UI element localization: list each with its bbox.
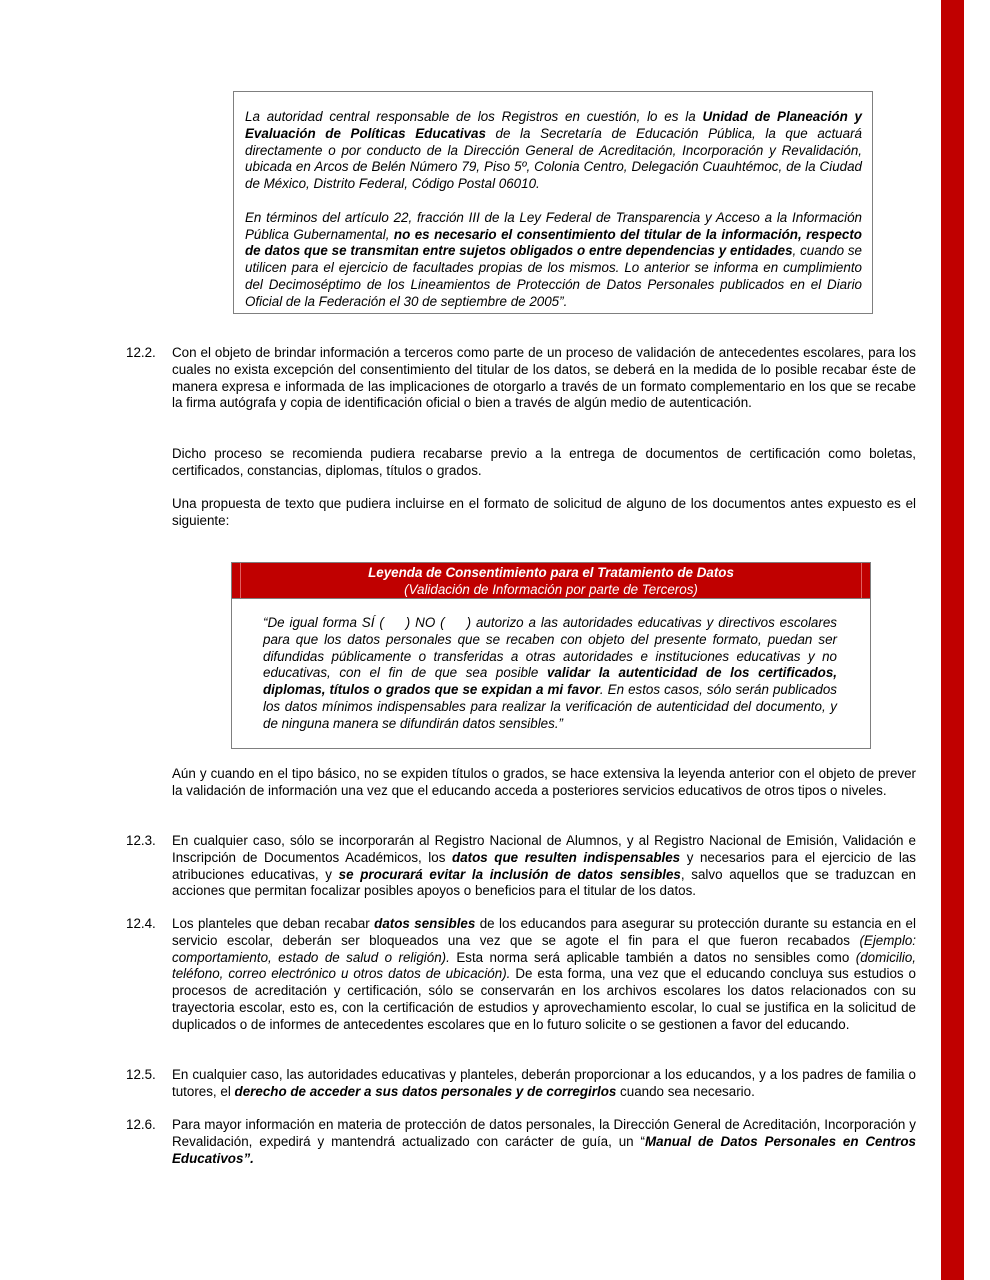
section-number: 12.4. <box>126 916 156 931</box>
section-12-6 <box>126 1117 916 1167</box>
consent-legend-subtitle: (Validación de Información por parte de Terceros) <box>404 582 698 597</box>
section-number: 12.6. <box>126 1117 156 1132</box>
section-number: 12.2. <box>126 345 156 360</box>
header-rule <box>861 563 862 598</box>
consent-legend-text: “De igual forma SÍ ( ) NO ( ) autorizo a las autoridades educativas y directivos escolares para que los datos personales que se recaben con objeto del presente formato, puedan ser difundidas públicamente o transferidas a otras autoridades e instituciones educativas y no educativas, con el fin de que sea posible validar la autenticidad de los certificados, diplomas, títulos o grados que se expidan a mi favor. En estos casos, sólo serán publicados los datos mínimos indispensables para realizar la verificación de autenticidad del documento, y de ninguna manera se difundirán datos sensibles.” <box>263 615 837 731</box>
paragraph-proposed-text: Una propuesta de texto que pudiera incluirse en el formato de solicitud de alguno de los documentos antes expuesto es el siguiente: <box>172 496 916 528</box>
paragraph-after-legend: Aún y cuando en el tipo básico, no se expiden títulos o grados, se hace extensiva la leyenda anterior con el objeto de prever la validación de información una vez que el educando acceda a posteriores servicios educativos de otros tipos o niveles. <box>172 766 916 798</box>
section-number: 12.5. <box>126 1067 156 1082</box>
notice-paragraph-1: La autoridad central responsable de los Registros en cuestión, lo es la Unidad de Planeación y Evaluación de Políticas Educativas de la Secretaría de Educación Pública, la que actuará directamente o por conducto de la Dirección General de Acreditación, Incorporación y Revalidación, ubicada en Arcos de Belén Número 79, Piso 5º, Colonia Centro, Delegación Cuauhtémoc, de la Ciudad de México, Distrito Federal, Código Postal 06010. <box>245 109 863 192</box>
section-paragraph: Los planteles que deban recabar datos sensibles de los educandos para asegurar su protección durante su estancia en el servicio escolar, deberán ser bloqueados una vez que se agote el fin para el que fueron recabados (Ejemplo: comportamiento, estado de salud o religión). Esta norma será aplicable también a datos no sensibles como (domicilio, teléfono, correo electrónico u otros datos de ubicación). De esta forma, una vez que el educando concluya sus estudios o procesos de acreditación y certificación, sólo se conservarán en los archivos escolares los datos relacionados con su trayectoria escolar, esto es, con la certificación de estudios y aprovechamiento escolar, lo cual se justifica en la solicitud de duplicados o de informes de antecedentes escolares que en lo futuro solicite o se gestionen a favor del educando. <box>172 916 917 1032</box>
section-paragraph: En cualquier caso, las autoridades educativas y planteles, deberán proporcionar a los educandos, y a los padres de familia o tutores, el derecho de acceder a sus datos personales y de corregirlos cuando sea necesario. <box>172 1067 916 1099</box>
paragraph-certification-process: Dicho proceso se recomienda pudiera recabarse previo a la entrega de documentos de certificación como boletas, certificados, constancias, diplomas, títulos o grados. <box>172 446 916 478</box>
section-12-2 <box>126 345 916 412</box>
notice-paragraph-2: En términos del artículo 22, fracción III de la Ley Federal de Transparencia y Acceso a la Información Pública Gubernamental, no es necesario el consentimiento del titular de la información, respecto de datos que se transmitan entre sujetos obligados o entre dependencias y entidades, cuando se utilicen para el ejercicio de facultades propias de los mismos. Lo anterior se informa en cumplimiento del Decimoséptimo de los Lineamientos de Protección de Datos Personales publicados en el Diario Oficial de la Federación el 30 de septiembre de 2005”. <box>245 209 862 309</box>
consent-legend-header <box>232 563 870 599</box>
section-12-3 <box>126 833 916 900</box>
consent-legend-title: Leyenda de Consentimiento para el Tratamiento de Datos <box>368 565 734 580</box>
section-number: 12.3. <box>126 833 156 848</box>
section-paragraph: Para mayor información en materia de protección de datos personales, la Dirección General de Acreditación, Incorporación y Revalidación, expedirá y mantendrá actualizado con carácter de guía, un “Manual de Datos Personales en Centros Educativos”. <box>172 1117 916 1166</box>
header-rule <box>240 563 241 598</box>
page-margin-red-bar <box>941 0 964 1280</box>
section-paragraph: En cualquier caso, sólo se incorporarán al Registro Nacional de Alumnos, y al Registro Nacional de Emisión, Validación e Inscripción de Documentos Académicos, los datos que resulten indispensables y necesarios para el ejercicio de las atribuciones educativas, y se procurará evitar la inclusión de datos sensibles, salvo aquellos que se traduzcan en acciones que permitan focalizar posibles apoyos o beneficios para el titular de los datos. <box>172 833 916 899</box>
section-12-5 <box>126 1067 916 1101</box>
section-12-4 <box>126 916 916 1034</box>
quoted-notice-box <box>233 91 873 314</box>
section-paragraph: Con el objeto de brindar información a terceros como parte de un proceso de validación de antecedentes escolares, para los cuales no exista excepción del consentimiento del titular de los datos, se deberá en la medida de lo posible recabar éste de manera expresa e informada de las implicaciones de otorgarlo a través de un formato complementario en los que se recabe la firma autógrafa y copia de identificación oficial o bien a través de algún medio de autenticación. <box>172 345 916 411</box>
consent-legend-box <box>231 562 871 749</box>
